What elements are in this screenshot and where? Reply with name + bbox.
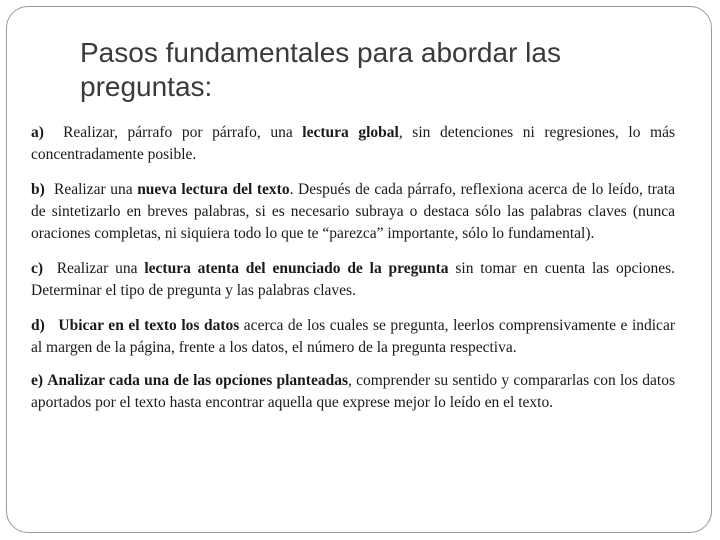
step-letter: c): [31, 260, 44, 277]
step-bold-text: nueva lectura del texto: [137, 181, 290, 198]
step-c: [31, 258, 675, 302]
step-b: [31, 179, 675, 245]
step-text: , comprender su sentido y compararlas con los datos aportados por el texto hasta encontrar aquella que exprese mejor lo leído en el texto.: [31, 372, 675, 411]
step-text: . Después de cada párrafo, reflexiona acerca de lo leído, trata de sintetizarlo en breves palabras, si es necesario subraya o destaca sólo las palabras claves (nunca oraciones completas, ni siquiera todo lo que te “parezca” importante, sólo lo fundamental).: [31, 181, 675, 242]
step-bold-text: Ubicar en el texto los datos: [58, 317, 240, 334]
step-text: [45, 317, 59, 334]
step-text: Realizar, párrafo por párrafo, una: [43, 124, 303, 141]
step-letter: e): [31, 372, 44, 389]
step-a: [31, 122, 675, 166]
step-letter: a): [31, 124, 44, 141]
step-text: sin tomar en cuenta las opciones. Determinar el tipo de pregunta y las palabras claves.: [31, 260, 675, 299]
step-letter: d): [31, 317, 45, 334]
step-d: [31, 315, 675, 359]
step-bold-text: lectura atenta del enunciado de la pregunta: [144, 260, 449, 277]
step-text: Realizar una: [44, 181, 138, 198]
steps-list: [31, 122, 675, 427]
step-text: , sin detenciones ni regresiones, lo más concentradamente posible.: [31, 124, 675, 163]
step-bold-text: Analizar cada una de las opciones planteadas: [47, 372, 348, 389]
step-bold-text: lectura global: [302, 124, 399, 141]
slide-title: Pasos fundamentales para abordar las preguntas:: [80, 37, 561, 102]
step-letter: b): [31, 181, 45, 198]
step-text: acerca de los cuales se pregunta, leerlos comprensivamente e indicar al margen de la página, frente a los datos, el número de la pregunta respectiva.: [31, 317, 675, 356]
step-e: [31, 370, 675, 414]
step-text: Realizar una: [43, 260, 145, 277]
